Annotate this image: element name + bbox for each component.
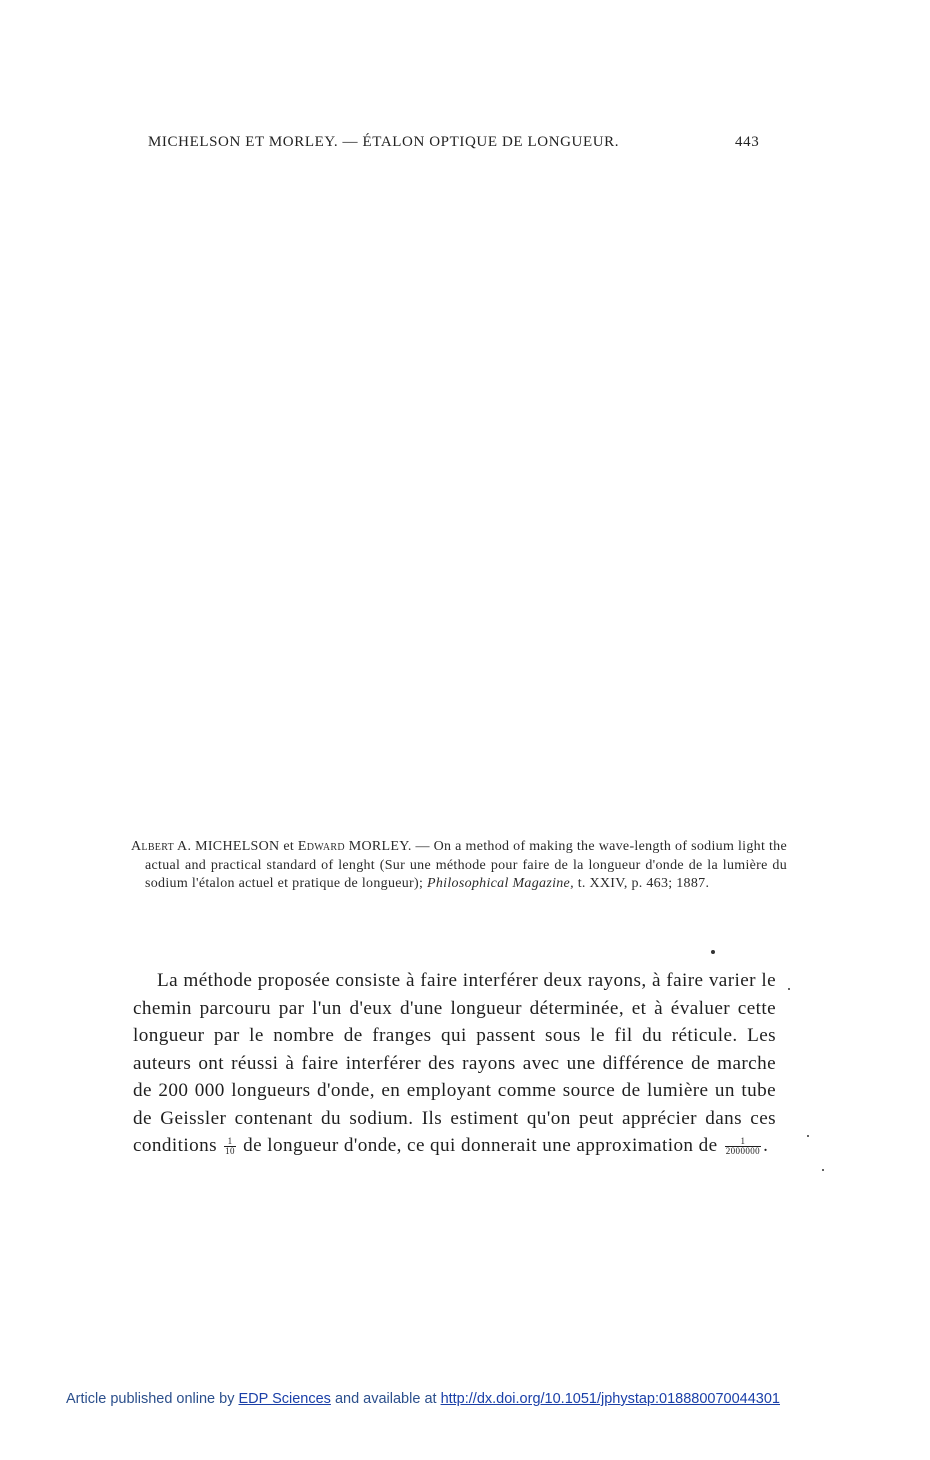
author-2-name: MORLEY. xyxy=(348,839,412,854)
publisher-link[interactable]: EDP Sciences xyxy=(238,1391,331,1407)
fraction-denominator: 2000000 xyxy=(725,1146,761,1157)
bibliographic-citation xyxy=(131,838,787,894)
paragraph-text-end: . xyxy=(763,1135,769,1156)
author-conjunction: et xyxy=(283,839,295,854)
paragraph-text-middle: de longueur d'onde, ce qui donnerait une approximation de xyxy=(243,1135,718,1156)
running-header xyxy=(148,134,768,151)
doi-link[interactable]: http://dx.doi.org/10.1051/jphystap:018880070044301 xyxy=(440,1391,780,1407)
ink-speck xyxy=(807,1135,809,1137)
journal-name: Philosophical Magazine, xyxy=(426,876,574,892)
fraction-one-tenth xyxy=(224,1137,236,1156)
fraction-numerator: 1 xyxy=(224,1137,236,1147)
running-title: MICHELSON ET MORLEY. — ÉTALON OPTIQUE DE LONGUEUR. xyxy=(148,134,620,150)
fraction-numerator: 1 xyxy=(725,1137,761,1147)
fraction-one-two-millionth xyxy=(725,1137,761,1156)
footer-prefix: Article published online by xyxy=(66,1391,235,1407)
author-1-name: A. MICHELSON xyxy=(177,839,280,854)
author-1-first-name: Albert xyxy=(131,839,174,854)
footer-middle: and available at xyxy=(334,1391,437,1407)
publication-footer xyxy=(66,1391,780,1407)
volume-pages-year: t. XXIV, p. 463; 1887. xyxy=(577,876,710,892)
paragraph-text-start: La méthode proposée consiste à faire interférer deux rayons, à faire varier le chemin parcouru par l'un d'eux d'une longueur déterminée, et à évaluer cette longueur par le nombre de franges qui passent sous le fil du réticule. Les auteurs ont réussi à faire interférer des rayons avec une différence de marche de 200 000 longueurs d'onde, en employant comme source de lumière un tube de Geissler contenant du sodium. Ils estiment qu'on peut apprécier dans ces conditions xyxy=(133,970,776,1156)
page-number: 443 xyxy=(735,134,760,150)
article-title: — On a method of making the wave-length of sodium light the actual and practical standard of lenght (Sur une méthode pour faire de la longueur d'onde de la lumière du sodium l'étalon actuel et pratique de longueur); xyxy=(145,839,787,892)
ink-speck xyxy=(822,1169,824,1171)
ink-speck xyxy=(711,950,715,954)
fraction-denominator: 10 xyxy=(225,1146,235,1157)
ink-speck xyxy=(788,988,790,990)
author-2-first-name: Edward xyxy=(297,839,345,854)
body-paragraph xyxy=(133,967,776,1160)
